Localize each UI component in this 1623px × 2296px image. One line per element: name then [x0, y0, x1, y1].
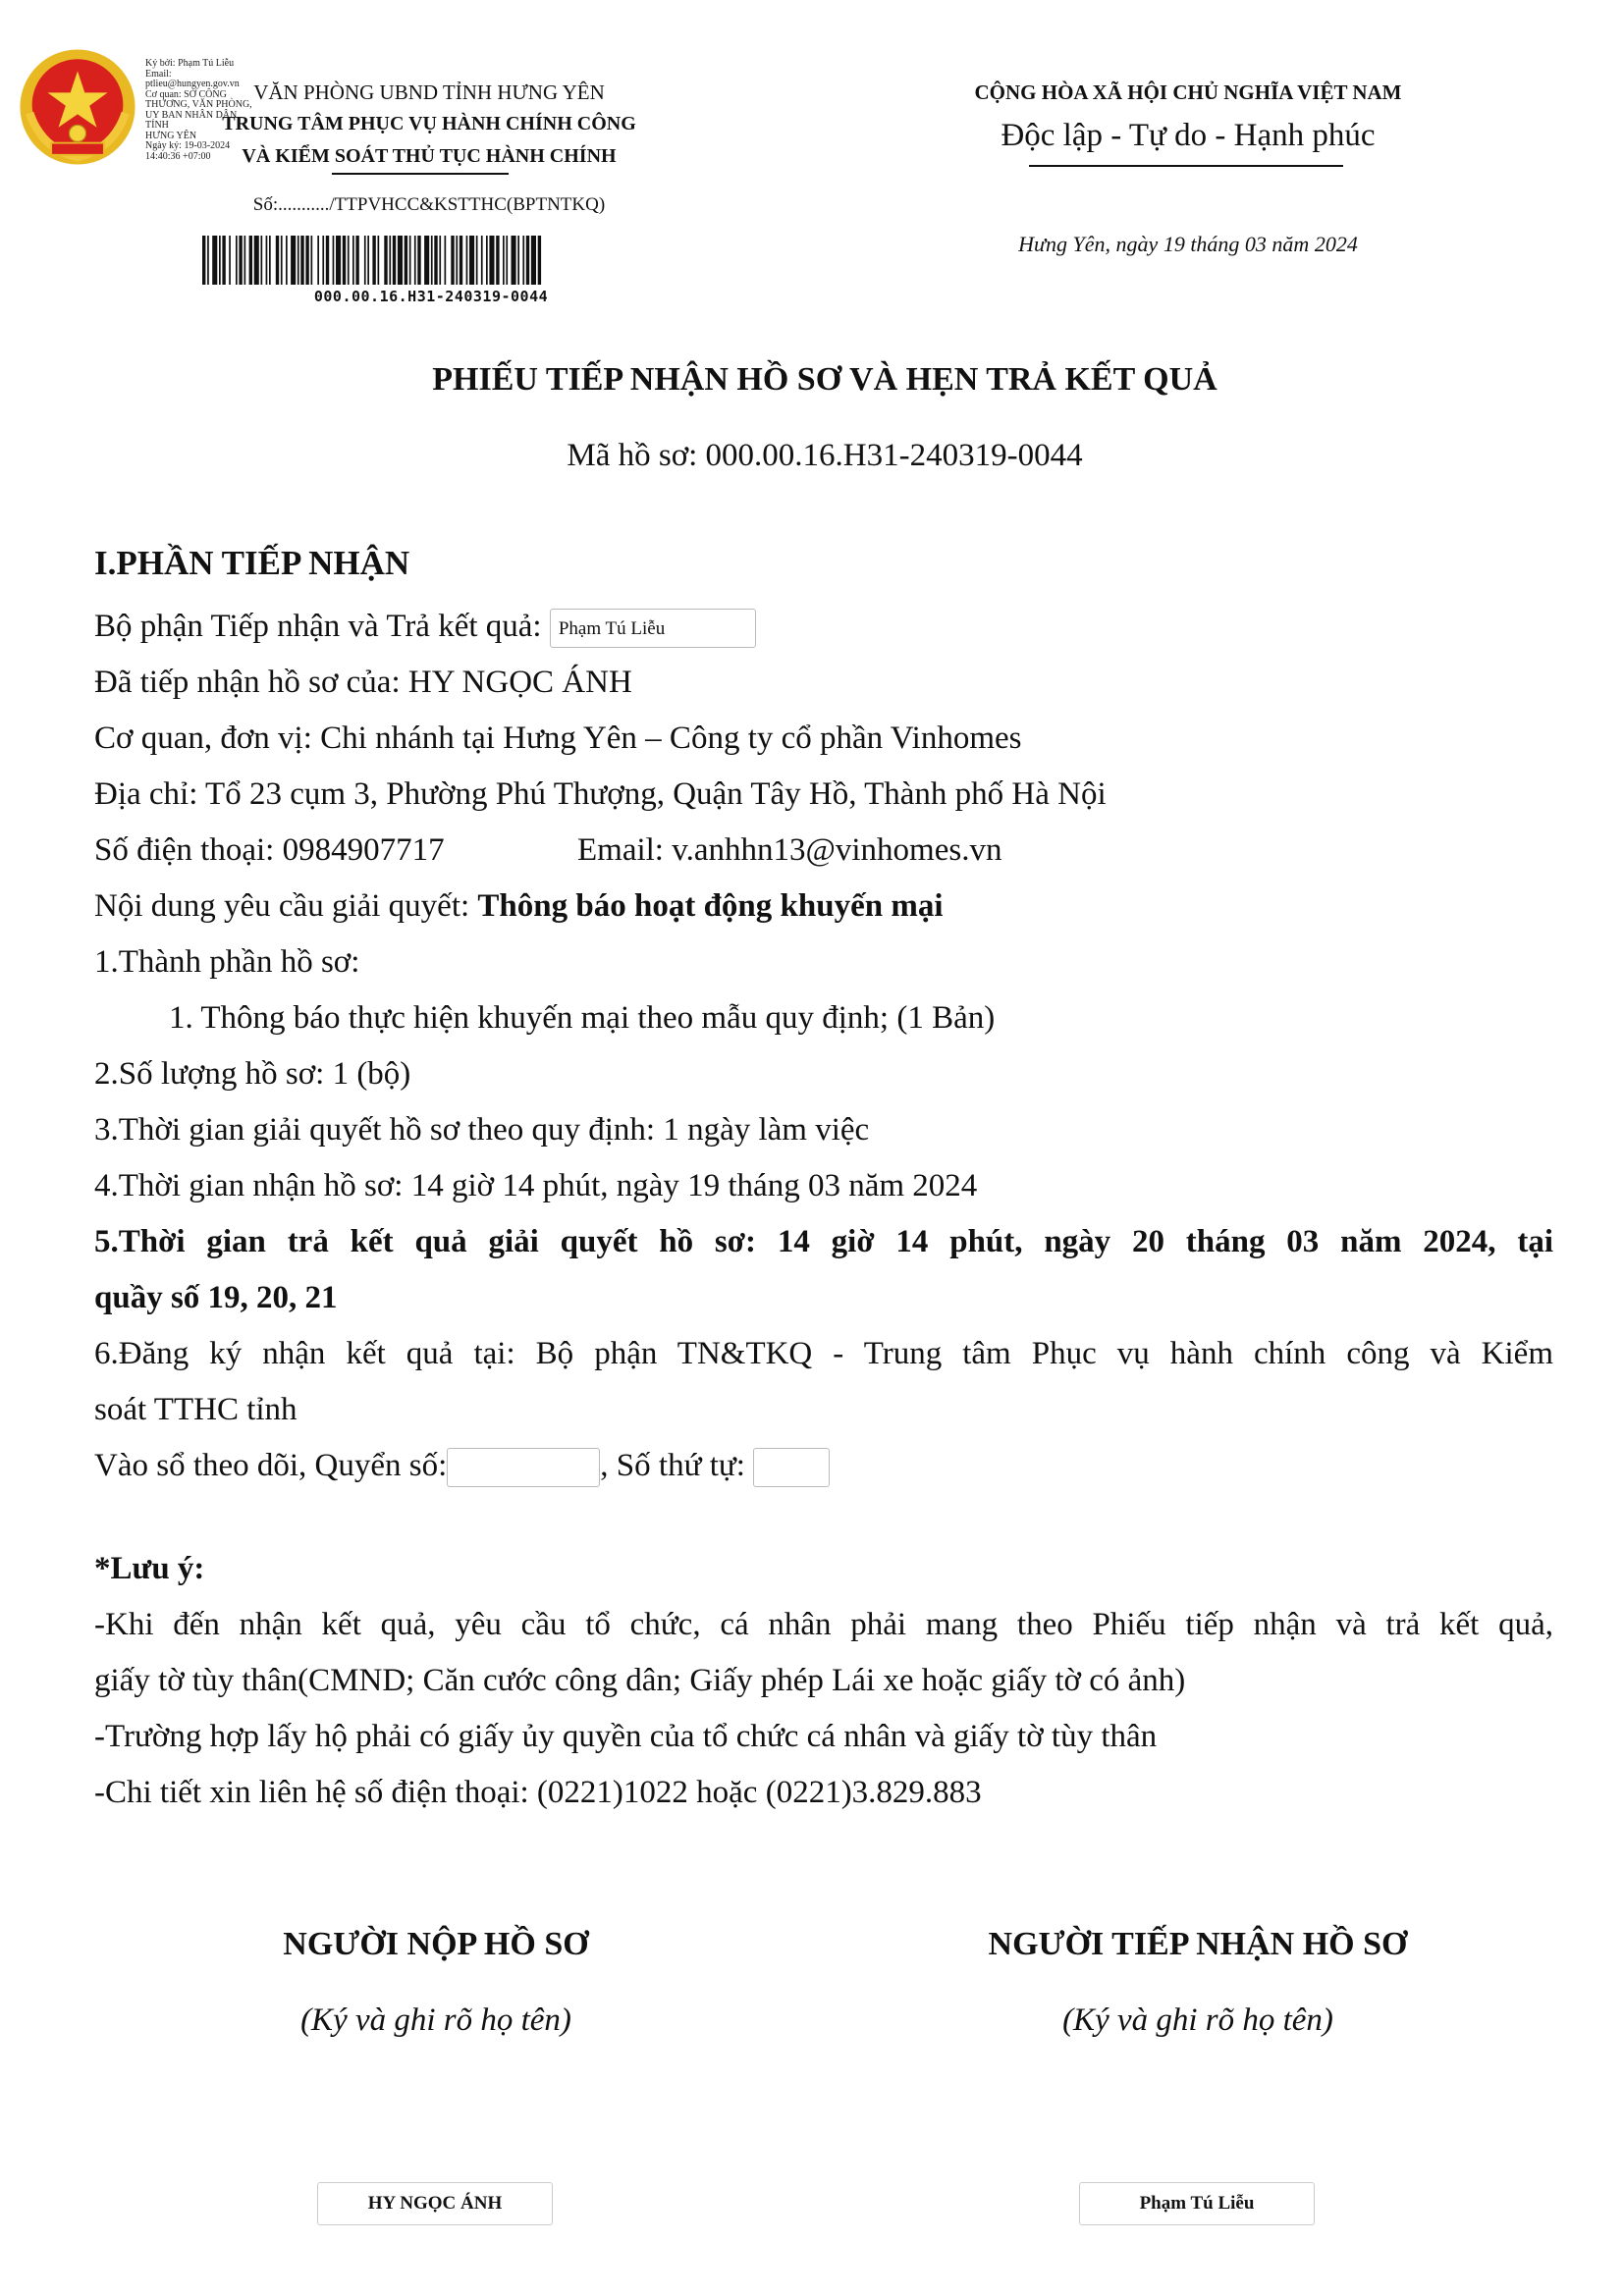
- request-content-line: [94, 879, 944, 934]
- receiver-title: NGƯỜI TIẾP NHẬN HỒ SƠ: [988, 1926, 1408, 1962]
- signature-line: Ngày ký: 19-03-2024: [145, 140, 231, 151]
- document-number: Số:.........../TTPVHCC&KSTTHC(BPTNTKQ): [252, 194, 606, 215]
- notes-heading: *Lưu ý:: [94, 1551, 205, 1586]
- signature-line: Email:: [145, 68, 172, 80]
- nation-name: CỘNG HÒA XÃ HỘI CHỦ NGHĨA VIỆT NAM: [974, 80, 1402, 104]
- barcode-image: [202, 236, 660, 285]
- book-number-field[interactable]: [447, 1448, 600, 1487]
- submitter-name-field[interactable]: HY NGỌC ÁNH: [317, 2182, 553, 2225]
- barcode-text: 000.00.16.H31-240319-0044: [313, 288, 549, 305]
- phone-line: Số điện thoại: 0984907717: [94, 832, 445, 868]
- section-heading: I.PHẦN TIẾP NHẬN: [94, 544, 410, 582]
- reception-officer-field[interactable]: Phạm Tú Liễu: [550, 609, 756, 648]
- national-motto: Độc lập - Tự do - Hạnh phúc: [1001, 118, 1376, 153]
- organization-line: Cơ quan, đơn vị: Chi nhánh tại Hưng Yên – Công ty cổ phần Vinhomes: [94, 721, 1022, 756]
- note-line: -Trường hợp lấy hộ phải có giấy ủy quyền của tổ chức cá nhân và giấy tờ tùy thân: [94, 1719, 1158, 1754]
- received-from-line: Đã tiếp nhận hồ sơ của: HY NGỌC ÁNH: [94, 665, 632, 700]
- components-heading: 1.Thành phần hồ sơ:: [94, 944, 360, 980]
- received-time-line: 4.Thời gian nhận hồ sơ: 14 giờ 14 phút, ngày 19 tháng 03 năm 2024: [94, 1168, 978, 1203]
- national-emblem-icon: [18, 47, 137, 167]
- reception-dept-line: [94, 599, 756, 655]
- note-line: -Chi tiết xin liên hệ số điện thoại: (0221)1022 hoặc (0221)3.829.883: [94, 1775, 982, 1810]
- org-name-line3: VÀ KIỂM SOÁT THỦ TỤC HÀNH CHÍNH: [242, 145, 617, 167]
- email-line: Email: v.anhhn13@vinhomes.vn: [577, 832, 1002, 868]
- motto-underline: [1029, 165, 1343, 167]
- address-line: Địa chỉ: Tổ 23 cụm 3, Phường Phú Thượng, Quận Tây Hồ, Thành phố Hà Nội: [94, 776, 1107, 812]
- signature-line: Cơ quan: SỞ CÔNG: [145, 88, 227, 100]
- document-title: PHIẾU TIẾP NHẬN HỒ SƠ VÀ HẸN TRẢ KẾT QUẢ: [432, 361, 1217, 398]
- logbook-line: [94, 1438, 830, 1494]
- return-time-line-cont: quầy số 19, 20, 21: [94, 1280, 338, 1315]
- org-name-line2: TRUNG TÂM PHỤC VỤ HÀNH CHÍNH CÔNG: [222, 113, 636, 134]
- note-line: -Khi đến nhận kết quả, yêu cầu tổ chức, cá nhân phải mang theo Phiếu tiếp nhận và trả kết quả,: [94, 1607, 1553, 1642]
- quantity-line: 2.Số lượng hồ sơ: 1 (bộ): [94, 1056, 411, 1092]
- signature-line: ptlieu@hungyen.gov.vn: [145, 79, 240, 89]
- submitter-title: NGƯỜI NỘP HỒ SƠ: [283, 1926, 589, 1962]
- pickup-location-line: 6.Đăng ký nhận kết quả tại: Bộ phận TN&TKQ - Trung tâm Phục vụ hành chính công và Kiểm: [94, 1336, 1553, 1371]
- sequence-label: , Số thứ tự:: [600, 1448, 745, 1483]
- component-item: 1. Thông báo thực hiện khuyến mại theo mẫu quy định; (1 Bản): [169, 1000, 996, 1036]
- processing-time-line: 3.Thời gian giải quyết hồ sơ theo quy định: 1 ngày làm việc: [94, 1112, 870, 1148]
- signature-line: HƯNG YÊN: [145, 130, 197, 141]
- org-underline: [332, 173, 509, 175]
- sequence-number-field[interactable]: [753, 1448, 830, 1487]
- return-time-line: 5.Thời gian trả kết quả giải quyết hồ sơ: 14 giờ 14 phút, ngày 20 tháng 03 năm 2024, tại: [94, 1224, 1553, 1259]
- signature-line: 14:40:36 +07:00: [145, 150, 211, 162]
- pickup-location-line-cont: soát TTHC tỉnh: [94, 1392, 298, 1427]
- signature-line: UY BAN NHÂN DÂN TỈNH: [145, 109, 238, 131]
- logbook-label: Vào sổ theo dõi, Quyển số:: [94, 1448, 448, 1483]
- org-name-line1: VĂN PHÒNG UBND TỈNH HƯNG YÊN: [253, 80, 605, 104]
- request-content-label: Nội dung yêu cầu giải quyết:: [94, 888, 470, 924]
- date-line: Hưng Yên, ngày 19 tháng 03 năm 2024: [1018, 232, 1358, 256]
- request-content-value: Thông báo hoạt động khuyến mại: [477, 888, 944, 924]
- submitter-instruction: (Ký và ghi rõ họ tên): [300, 2002, 571, 2038]
- signature-line: Ký bởi: Phạm Tú Liễu: [145, 58, 235, 69]
- receiver-name-field[interactable]: Phạm Tú Liễu: [1079, 2182, 1315, 2225]
- receiver-instruction: (Ký và ghi rõ họ tên): [1062, 2002, 1333, 2038]
- signature-line: THƯƠNG, VĂN PHÒNG,: [145, 99, 252, 110]
- record-code: Mã hồ sơ: 000.00.16.H31-240319-0044: [567, 438, 1083, 473]
- note-line: giấy tờ tùy thân(CMND; Căn cước công dân; Giấy phép Lái xe hoặc giấy tờ có ảnh): [94, 1663, 1186, 1698]
- reception-dept-label: Bộ phận Tiếp nhận và Trả kết quả:: [94, 609, 542, 644]
